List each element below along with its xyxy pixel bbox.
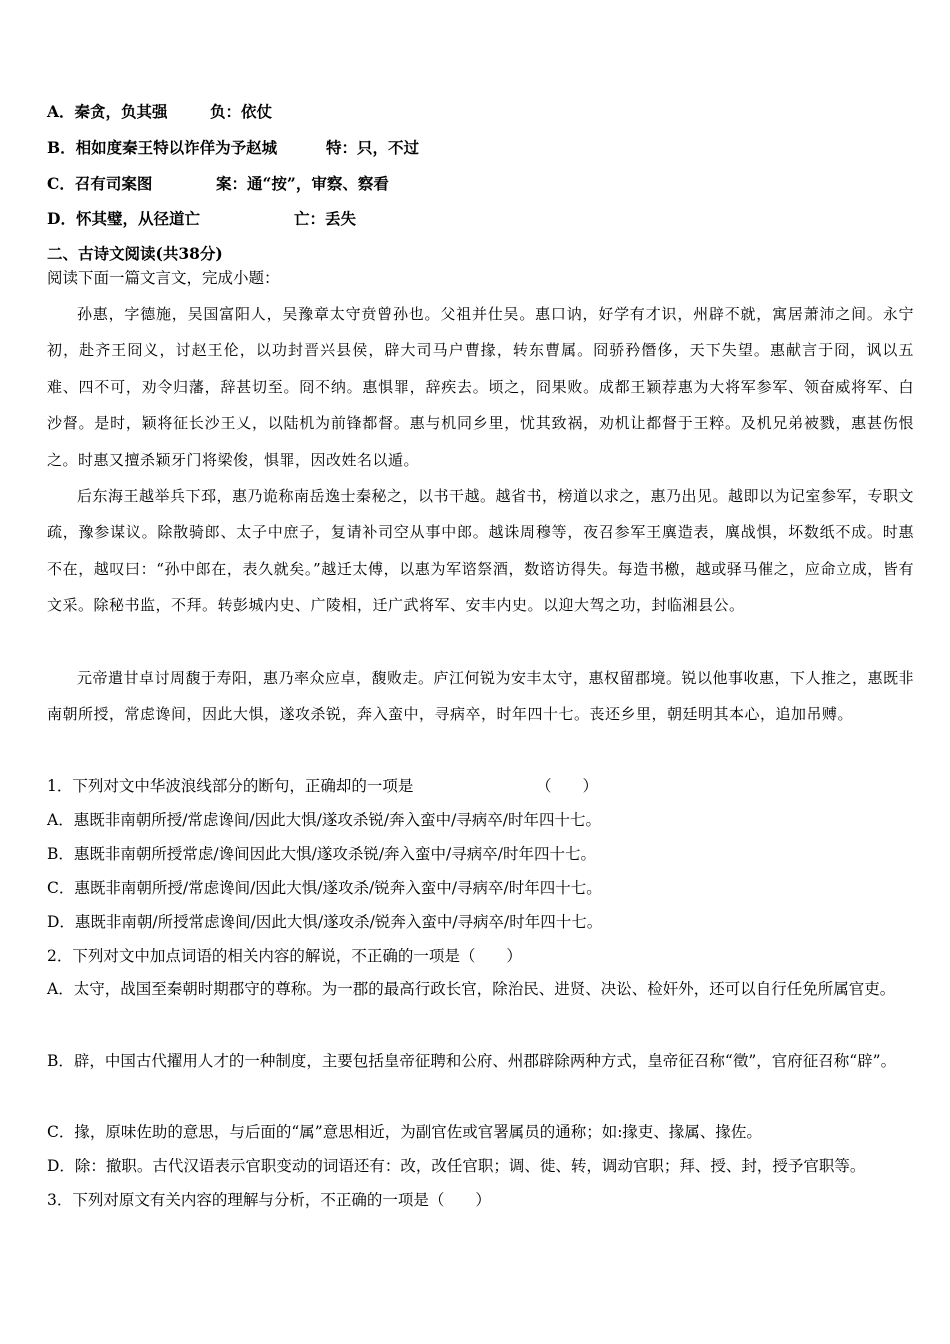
passage-paragraph-2: 后东海王越举兵下邳，惠乃诡称南岳逸士秦秘之，以书干越。越省书，榜道以求之，惠乃出见。越即以为记室参军，专职文疏，豫参谋议。除散骑郎、太子中庶子，复请补司空从事中郎。越诛周穆等，夜召参军王廙造表，廙战惧，坏数纸不成。时惠不在，越叹曰：“孙中郎在，表久就矣。”越迁太傅，以惠为军谘祭酒，数谘访得失。每造书檄，越或驿马催之，应命立成，皆有文采。除秘书监，不拜。转彭城内史、广陵相，迁广武将军、安丰内史。以迎大驾之功，封临湘县公。 [47,487,915,615]
question-1-option-a: A．惠既非南朝所授/常虑谗间/因此大惧/遂攻杀锐/奔入蛮中/寻病卒/时年四十七。 [47,811,602,829]
section-heading: 二、古诗文阅读(共38分) [47,244,223,263]
option-c [47,174,152,194]
question-1-option-d: D．惠既非南朝/所授常虑谗间/因此大惧/遂攻杀/锐奔入蛮中/寻病卒/时年四十七。 [47,913,603,931]
option-b-gloss: 特：只，不过 [326,138,420,157]
option-d-text: D．怀其璧，从径道亡 [47,209,200,228]
option-a-gloss: 负：依仗 [210,102,273,121]
question-2-option-d: D．除：撤职。古代汉语表示官职变动的词语还有：改，改任官职；调、徙、转，调动官职；拜、授、封，授予官职等。 [47,1157,866,1175]
option-b [47,138,277,158]
question-1-option-b: B．惠既非南朝所授常虑/谗间因此大惧/遂攻杀锐/奔入蛮中/寻病卒/时年四十七。 [47,845,597,863]
question-1-option-c: C．惠既非南朝所授/常虑谗间/因此大惧/遂攻杀/锐奔入蛮中/寻病卒/时年四十七。 [47,879,602,897]
question-1-text: 1．下列对文中华波浪线部分的断句，正确却的一项是 [47,777,414,795]
option-b-text: B．相如度秦王特以诈佯为予赵城 [47,138,278,157]
section-instruction: 阅读下面一篇文言文，完成小题： [47,269,280,287]
question-1-stem [47,776,413,796]
option-d-gloss: 亡：丢失 [294,209,357,228]
question-1-answer-paren: （ ） [536,777,599,795]
question-2-option-a: A．太守，战国至秦朝时期郡守的尊称。为一郡的最高行政长官，除治民、进贤、决讼、检奸外，还可以自行任免所属官吏。 [47,980,896,998]
passage-paragraph-3: 元帝遣甘卓讨周馥于寿阳，惠乃率众应卓，馥败走。庐江何锐为安丰太守，惠权留郡境。锐以他事收惠，下人推之，惠既非南朝所授，常虑谗间，因此大惧，遂攻杀锐，奔入蛮中，寻病卒，时年四十七。丧还乡里，朝廷明其本心，追加吊赙。 [47,669,915,724]
question-2-stem: 2．下列对文中加点词语的相关内容的解说，不正确的一项是（ ） [47,947,522,965]
option-c-text: C．召有司案图 [47,174,153,193]
option-c-gloss: 案：通“按”，审察、察看 [216,174,389,193]
passage-paragraph-1: 孙惠，字德施，吴国富阳人，吴豫章太守贲曾孙也。父祖并仕吴。惠口讷，好学有才识，州辟不就，寓居萧沛之间。永宁初，赴齐王冏义，讨赵王伦，以功封晋兴县侯，辟大司马户曹掾，转东曹属。冏骄矜僭侈，天下失望。惠献言于冏，讽以五难、四不可，劝令归藩，辞甚切至。冏不纳。惠惧罪，辞疾去。顷之，冏果败。成都王颖荐惠为大将军参军、领奋威将军、白沙督。是时，颖将征长沙王乂，以陆机为前锋都督。惠与机同乡里，忧其致祸，劝机让都督于王粹。及机兄弟被戮，惠甚伤恨之。时惠又擅杀颖牙门将梁俊，惧罪，因改姓名以遁。 [47,305,914,469]
option-d [47,209,200,229]
question-2-option-c: C．掾，原味佐助的意思，与后面的“属”意思相近，为副官佐或官署属员的通称；如:掾吏、掾属、掾佐。 [47,1123,762,1141]
question-3-stem: 3．下列对原文有关内容的理解与分析，不正确的一项是（ ） [47,1191,491,1209]
option-a-text: A．秦贪，负其强 [47,102,168,121]
option-a [47,102,168,122]
question-2-option-b: B．辟，中国古代擢用人才的一种制度，主要包括皇帝征聘和公府、州郡辟除两种方式，皇帝征召称“徵”，官府征召称“辟”。 [47,1052,897,1070]
